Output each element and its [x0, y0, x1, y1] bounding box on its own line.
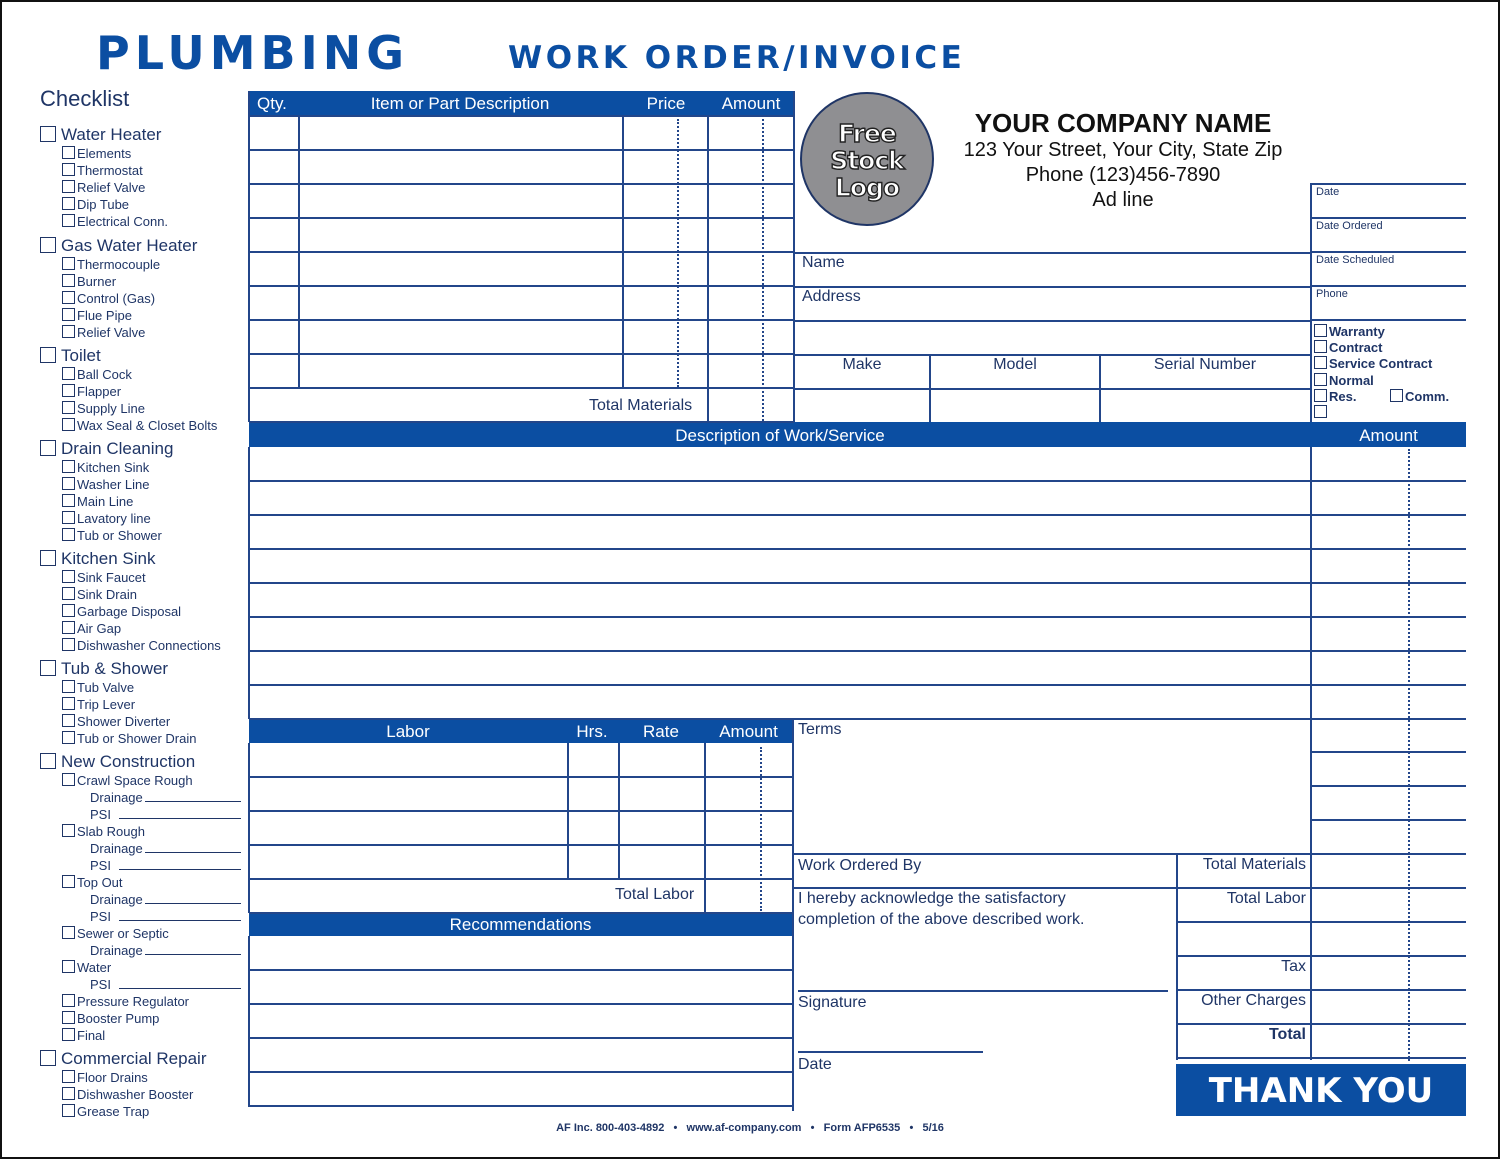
checkbox-icon [62, 638, 75, 651]
totals-label-other: Other Charges [1201, 992, 1306, 1009]
checkbox-icon [62, 291, 75, 304]
option-service-contract[interactable]: Service Contract [1314, 356, 1432, 371]
date-field[interactable] [1312, 185, 1466, 217]
labor-hrs-cell[interactable] [569, 744, 617, 775]
checkbox-icon [62, 460, 75, 473]
checklist-drainage-field[interactable]: Drainage [90, 891, 241, 908]
materials-qty-cell[interactable] [250, 321, 297, 353]
checkbox-icon [40, 660, 56, 676]
checkbox-icon [62, 604, 75, 617]
checklist-item[interactable]: Floor Drains [62, 1069, 148, 1086]
checklist-item[interactable]: Tub or Shower Drain [62, 730, 196, 747]
labor-amount-cell[interactable] [706, 778, 791, 809]
checkbox-icon [40, 347, 56, 363]
serial-number-label: Serial Number [1153, 356, 1257, 373]
checkbox-icon [62, 570, 75, 583]
totals-label-tax: Tax [1281, 958, 1306, 975]
checklist-group-6[interactable]: New Construction [40, 752, 195, 772]
option-commercial[interactable]: Comm. [1390, 389, 1449, 404]
labor-amount-cell[interactable] [706, 846, 791, 877]
checkbox-icon [62, 494, 75, 507]
checklist-drainage-field[interactable]: Drainage [90, 942, 241, 959]
checklist-item[interactable]: Wax Seal & Closet Bolts [62, 417, 217, 434]
materials-qty-cell[interactable] [250, 253, 297, 285]
option-blank[interactable] [1314, 405, 1329, 420]
company-address: 123 Your Street, Your City, State Zip [963, 139, 1283, 161]
footer-company: AF Inc. 800-403-4892 [556, 1122, 665, 1134]
checkbox-icon [62, 163, 75, 176]
service-extra-cell[interactable] [1312, 821, 1466, 852]
checkbox-icon [62, 824, 75, 837]
company-info [940, 108, 1306, 213]
labor-total-label: Total Labor [615, 886, 695, 903]
totals-value-materials[interactable] [1312, 855, 1466, 886]
materials-qty-cell[interactable] [250, 219, 297, 251]
footer-form-number: Form AFP6535 [823, 1122, 901, 1134]
labor-amount-cell[interactable] [706, 812, 791, 843]
labor-rate-cell[interactable] [620, 812, 703, 843]
checkbox-icon [1314, 389, 1327, 402]
checklist-item[interactable]: Booster Pump [62, 1010, 159, 1027]
checklist-item[interactable]: Sink Drain [62, 586, 137, 603]
labor-description-cell[interactable] [250, 744, 566, 775]
materials-price-cell[interactable] [624, 151, 706, 183]
service-extra-cell[interactable] [1312, 787, 1466, 818]
work-ordered-by-field[interactable] [935, 856, 1173, 886]
materials-amount-cell[interactable] [709, 117, 792, 149]
checklist-item[interactable]: Ball Cock [62, 366, 132, 383]
checklist-group-7[interactable]: Commercial Repair [40, 1049, 206, 1069]
totals-label-materials: Total Materials [1202, 856, 1306, 873]
materials-price-cell[interactable] [624, 219, 706, 251]
service-amount-cell[interactable] [1312, 550, 1466, 581]
materials-total-input[interactable] [710, 391, 792, 421]
company-ad-line: Ad line [1092, 189, 1154, 211]
totals-value-total[interactable] [1312, 1025, 1466, 1056]
checklist-group-5[interactable]: Tub & Shower [40, 659, 168, 679]
service-amount-cell[interactable] [1312, 618, 1466, 649]
service-extra-cell[interactable] [1312, 721, 1466, 750]
materials-header-price: Price [646, 94, 686, 113]
signature-label: Signature [798, 994, 867, 1011]
checklist-item[interactable]: Thermocouple [62, 256, 160, 273]
option-residential[interactable]: Res. [1314, 389, 1356, 404]
service-amount-cell[interactable] [1312, 482, 1466, 513]
materials-qty-cell[interactable] [250, 185, 297, 217]
labor-header-rate: Rate [643, 722, 679, 741]
checkbox-icon [62, 384, 75, 397]
recommendation-line[interactable] [250, 937, 790, 968]
checkbox-icon [62, 274, 75, 287]
checkbox-icon [62, 587, 75, 600]
checkbox-icon [40, 753, 56, 769]
checklist-item[interactable]: Shower Diverter [62, 713, 170, 730]
thank-you-banner: THANK YOU [1176, 1064, 1466, 1116]
recommendation-line[interactable] [250, 971, 790, 1002]
checklist-group-1[interactable]: Gas Water Heater [40, 236, 197, 256]
checklist-drainage-field[interactable]: Drainage [90, 789, 241, 806]
checkbox-icon [62, 308, 75, 321]
signature-field[interactable] [798, 955, 1168, 989]
recommendation-line[interactable] [250, 1073, 790, 1104]
service-amount-cell[interactable] [1312, 686, 1466, 717]
service-description-cell[interactable] [250, 482, 1308, 513]
company-logo [800, 92, 934, 226]
checklist-item[interactable]: Dip Tube [62, 196, 129, 213]
date-ordered-label: Date Ordered [1316, 220, 1383, 232]
service-description-cell[interactable] [250, 652, 1308, 683]
terms-label: Terms [798, 721, 842, 738]
materials-description-cell[interactable] [300, 117, 621, 149]
materials-description-cell[interactable] [300, 287, 621, 319]
checkbox-icon [1314, 356, 1327, 369]
make-field[interactable] [795, 390, 928, 421]
checklist-item[interactable]: Tub Valve [62, 679, 134, 696]
recommendations-header [249, 912, 792, 936]
checkbox-icon [62, 731, 75, 744]
checklist-item[interactable]: Air Gap [62, 620, 121, 637]
checklist-item[interactable]: Slab Rough [62, 823, 145, 840]
materials-amount-cell[interactable] [709, 287, 792, 319]
checklist-group-3[interactable]: Drain Cleaning [40, 439, 173, 459]
totals-value-other[interactable] [1312, 991, 1466, 1022]
date-ordered-field[interactable] [1312, 219, 1466, 251]
checklist-heading: Checklist [40, 86, 130, 111]
checklist-item[interactable]: Lavatory line [62, 510, 151, 527]
labor-rate-cell[interactable] [620, 778, 703, 809]
checkbox-icon [40, 237, 56, 253]
checklist-group-0[interactable]: Water Heater [40, 125, 161, 145]
materials-amount-cell[interactable] [709, 219, 792, 251]
phone-field-label: Phone [1316, 288, 1348, 300]
service-description-cell[interactable] [250, 550, 1308, 581]
company-phone: Phone (123)456-7890 [1025, 164, 1221, 186]
checkbox-icon [40, 126, 56, 142]
labor-description-cell[interactable] [250, 778, 566, 809]
service-description-cell[interactable] [250, 448, 1308, 479]
service-amount-cell[interactable] [1312, 448, 1466, 479]
checklist-item[interactable]: Sewer or Septic [62, 925, 169, 942]
checkbox-icon [62, 325, 75, 338]
checkbox-icon [1390, 389, 1403, 402]
checkbox-icon [62, 680, 75, 693]
date-scheduled-label: Date Scheduled [1316, 254, 1395, 266]
materials-header-amount: Amount [721, 94, 781, 113]
materials-amount-cell[interactable] [709, 253, 792, 285]
checklist-item[interactable]: Garbage Disposal [62, 603, 181, 620]
checklist-item[interactable]: Tub or Shower [62, 527, 162, 544]
checkbox-icon [62, 257, 75, 270]
checklist-item[interactable]: Thermostat [62, 162, 143, 179]
materials-price-cell[interactable] [624, 117, 706, 149]
model-field[interactable] [931, 390, 1098, 421]
labor-hrs-cell[interactable] [569, 812, 617, 843]
checklist-group-4[interactable]: Kitchen Sink [40, 549, 156, 569]
labor-hrs-cell[interactable] [569, 778, 617, 809]
checklist-item[interactable]: Trip Lever [62, 696, 135, 713]
checklist-item[interactable]: Elements [62, 145, 131, 162]
recommendations-header-label: Recommendations [449, 915, 592, 934]
materials-amount-cell[interactable] [709, 151, 792, 183]
materials-description-cell[interactable] [300, 355, 621, 387]
checklist-psi-field[interactable]: PSI [90, 806, 241, 823]
totals-label-labor: Total Labor [1226, 890, 1306, 907]
footer: AF Inc. 800-403-4892 • www.af-company.com • Form AFP6535 • 5/16 [556, 1122, 944, 1134]
materials-header-qty: Qty. [257, 94, 287, 113]
checklist-drainage-field[interactable]: Drainage [90, 840, 241, 857]
terms-field [795, 740, 1309, 852]
footer-revision: 5/16 [922, 1122, 944, 1134]
checkbox-icon [1314, 405, 1327, 418]
materials-qty-cell[interactable] [250, 287, 297, 319]
checkbox-icon [62, 875, 75, 888]
checklist-item[interactable]: Control (Gas) [62, 290, 155, 307]
checklist-item[interactable]: Dishwasher Connections [62, 637, 221, 654]
materials-qty-cell[interactable] [250, 151, 297, 183]
date-field-label: Date [1316, 186, 1340, 198]
checkbox-icon [40, 440, 56, 456]
checkbox-icon [40, 550, 56, 566]
checklist-item[interactable]: Top Out [62, 874, 123, 891]
labor-amount-cell[interactable] [706, 744, 791, 775]
option-contract[interactable]: Contract [1314, 340, 1382, 355]
service-extra-cell[interactable] [1312, 753, 1466, 784]
materials-description-cell[interactable] [300, 151, 621, 183]
materials-description-cell[interactable] [300, 219, 621, 251]
materials-price-cell[interactable] [624, 287, 706, 319]
checkbox-icon [62, 418, 75, 431]
service-amount-cell[interactable] [1312, 652, 1466, 683]
make-label: Make [842, 356, 882, 373]
checkbox-icon [62, 401, 75, 414]
checkbox-icon [62, 214, 75, 227]
service-amount-cell[interactable] [1312, 584, 1466, 615]
checkbox-icon [40, 1050, 56, 1066]
checkbox-icon [62, 511, 75, 524]
model-label: Model [993, 356, 1037, 373]
checkbox-icon [62, 1087, 75, 1100]
customer-name-label: Name [802, 254, 845, 271]
checkbox-icon [62, 773, 75, 786]
checkbox-icon [62, 697, 75, 710]
checklist-item[interactable]: Sink Faucet [62, 569, 146, 586]
labor-description-cell[interactable] [250, 846, 566, 877]
materials-amount-cell[interactable] [709, 185, 792, 217]
checkbox-icon [62, 994, 75, 1007]
checkbox-icon [62, 714, 75, 727]
materials-qty-cell[interactable] [250, 355, 297, 387]
labor-rate-cell[interactable] [620, 744, 703, 775]
checklist-item[interactable]: Water [62, 959, 111, 976]
checklist-item[interactable]: Flue Pipe [62, 307, 132, 324]
checklist-psi-field[interactable]: PSI [90, 857, 241, 874]
checklist-item[interactable]: Crawl Space Rough [62, 772, 193, 789]
materials-price-cell[interactable] [624, 321, 706, 353]
checkbox-icon [62, 1070, 75, 1083]
totals-value-blank[interactable] [1312, 923, 1466, 954]
footer-website: www.af-company.com [686, 1122, 802, 1134]
checklist-item[interactable]: Electrical Conn. [62, 213, 168, 230]
totals-value-labor[interactable] [1312, 889, 1466, 920]
checklist-item[interactable]: Relief Valve [62, 179, 145, 196]
checkbox-icon [1314, 324, 1327, 337]
logo-line-2: Stock [830, 146, 904, 175]
checkbox-icon [62, 197, 75, 210]
date-scheduled-field[interactable] [1312, 253, 1466, 285]
materials-description-cell[interactable] [300, 185, 621, 217]
materials-price-cell[interactable] [624, 253, 706, 285]
checkbox-icon [62, 1011, 75, 1024]
materials-header-description: Item or Part Description [370, 94, 550, 113]
customer-address-label: Address [802, 288, 861, 305]
checkbox-icon [62, 926, 75, 939]
form-title-main: PLUMBING [96, 26, 409, 80]
checkbox-icon [62, 367, 75, 380]
labor-rate-cell[interactable] [620, 846, 703, 877]
checklist-item[interactable]: Dishwasher Booster [62, 1086, 193, 1103]
checkbox-icon [62, 621, 75, 634]
recommendation-line[interactable] [250, 1005, 790, 1036]
materials-description-cell[interactable] [300, 321, 621, 353]
checkbox-icon [62, 1104, 75, 1117]
materials-price-cell[interactable] [624, 355, 706, 387]
checkbox-icon [62, 146, 75, 159]
service-description-cell[interactable] [250, 584, 1308, 615]
acknowledgement-line-1: I hereby acknowledge the satisfactory [798, 890, 1066, 907]
checklist-item[interactable]: Final [62, 1027, 105, 1044]
option-normal[interactable]: Normal [1314, 373, 1374, 388]
form-title-sub: WORK ORDER/INVOICE [508, 40, 966, 76]
work-ordered-by-label: Work Ordered By [798, 857, 922, 874]
logo-line-1: Free [838, 119, 896, 148]
checkbox-icon [1314, 340, 1327, 353]
checklist-item[interactable]: Pressure Regulator [62, 993, 189, 1010]
materials-header [249, 91, 794, 115]
logo-line-3: Logo [834, 173, 900, 202]
service-description-cell[interactable] [250, 516, 1308, 547]
service-description-cell[interactable] [250, 686, 1308, 717]
checklist-item[interactable]: Grease Trap [62, 1103, 149, 1120]
service-header-description: Description of Work/Service [675, 426, 885, 445]
labor-header-labor: Labor [386, 722, 430, 741]
labor-header-amount: Amount [719, 722, 778, 741]
checklist-group-2[interactable]: Toilet [40, 346, 101, 366]
checklist-psi-field[interactable]: PSI [90, 908, 241, 925]
option-warranty[interactable]: Warranty [1314, 324, 1385, 339]
checklist-item[interactable]: Kitchen Sink [62, 459, 149, 476]
service-description-cell[interactable] [250, 618, 1308, 649]
materials-amount-cell[interactable] [709, 355, 792, 387]
materials-amount-cell[interactable] [709, 321, 792, 353]
labor-description-cell[interactable] [250, 812, 566, 843]
labor-total-input[interactable] [706, 880, 790, 910]
checkbox-icon [1314, 373, 1327, 386]
signature-date-field[interactable] [798, 1020, 983, 1050]
checklist-item[interactable]: Main Line [62, 493, 133, 510]
checklist-item[interactable]: Washer Line [62, 476, 150, 493]
labor-header [249, 719, 792, 743]
labor-hrs-cell[interactable] [569, 846, 617, 877]
totals-label-total: Total [1268, 1026, 1306, 1043]
service-header-amount: Amount [1359, 426, 1418, 445]
checkbox-icon [62, 477, 75, 490]
recommendation-line[interactable] [250, 1039, 790, 1070]
materials-total-label: Total Materials [589, 397, 693, 414]
checkbox-icon [62, 960, 75, 973]
checkbox-icon [62, 1028, 75, 1041]
customer-name-field[interactable] [860, 254, 1308, 286]
service-amount-cell[interactable] [1312, 516, 1466, 547]
checklist-item[interactable]: Relief Valve [62, 324, 145, 341]
acknowledgement-line-2: completion of the above described work. [798, 911, 1085, 928]
service-header [249, 422, 1466, 447]
materials-description-cell[interactable] [300, 253, 621, 285]
materials-qty-cell[interactable] [250, 117, 297, 149]
checklist-item[interactable]: Flapper [62, 383, 121, 400]
checkbox-icon [62, 528, 75, 541]
signature-date-label: Date [798, 1056, 832, 1073]
checklist-psi-field[interactable]: PSI [90, 976, 241, 993]
labor-header-hrs: Hrs. [576, 722, 608, 741]
phone-field[interactable] [1312, 287, 1466, 319]
company-name: YOUR COMPANY NAME [974, 108, 1272, 138]
checkbox-icon [62, 180, 75, 193]
materials-price-cell[interactable] [624, 185, 706, 217]
totals-value-tax[interactable] [1312, 957, 1466, 988]
checklist-item[interactable]: Supply Line [62, 400, 145, 417]
checklist-item[interactable]: Burner [62, 273, 116, 290]
serial-number-field[interactable] [1101, 390, 1309, 421]
